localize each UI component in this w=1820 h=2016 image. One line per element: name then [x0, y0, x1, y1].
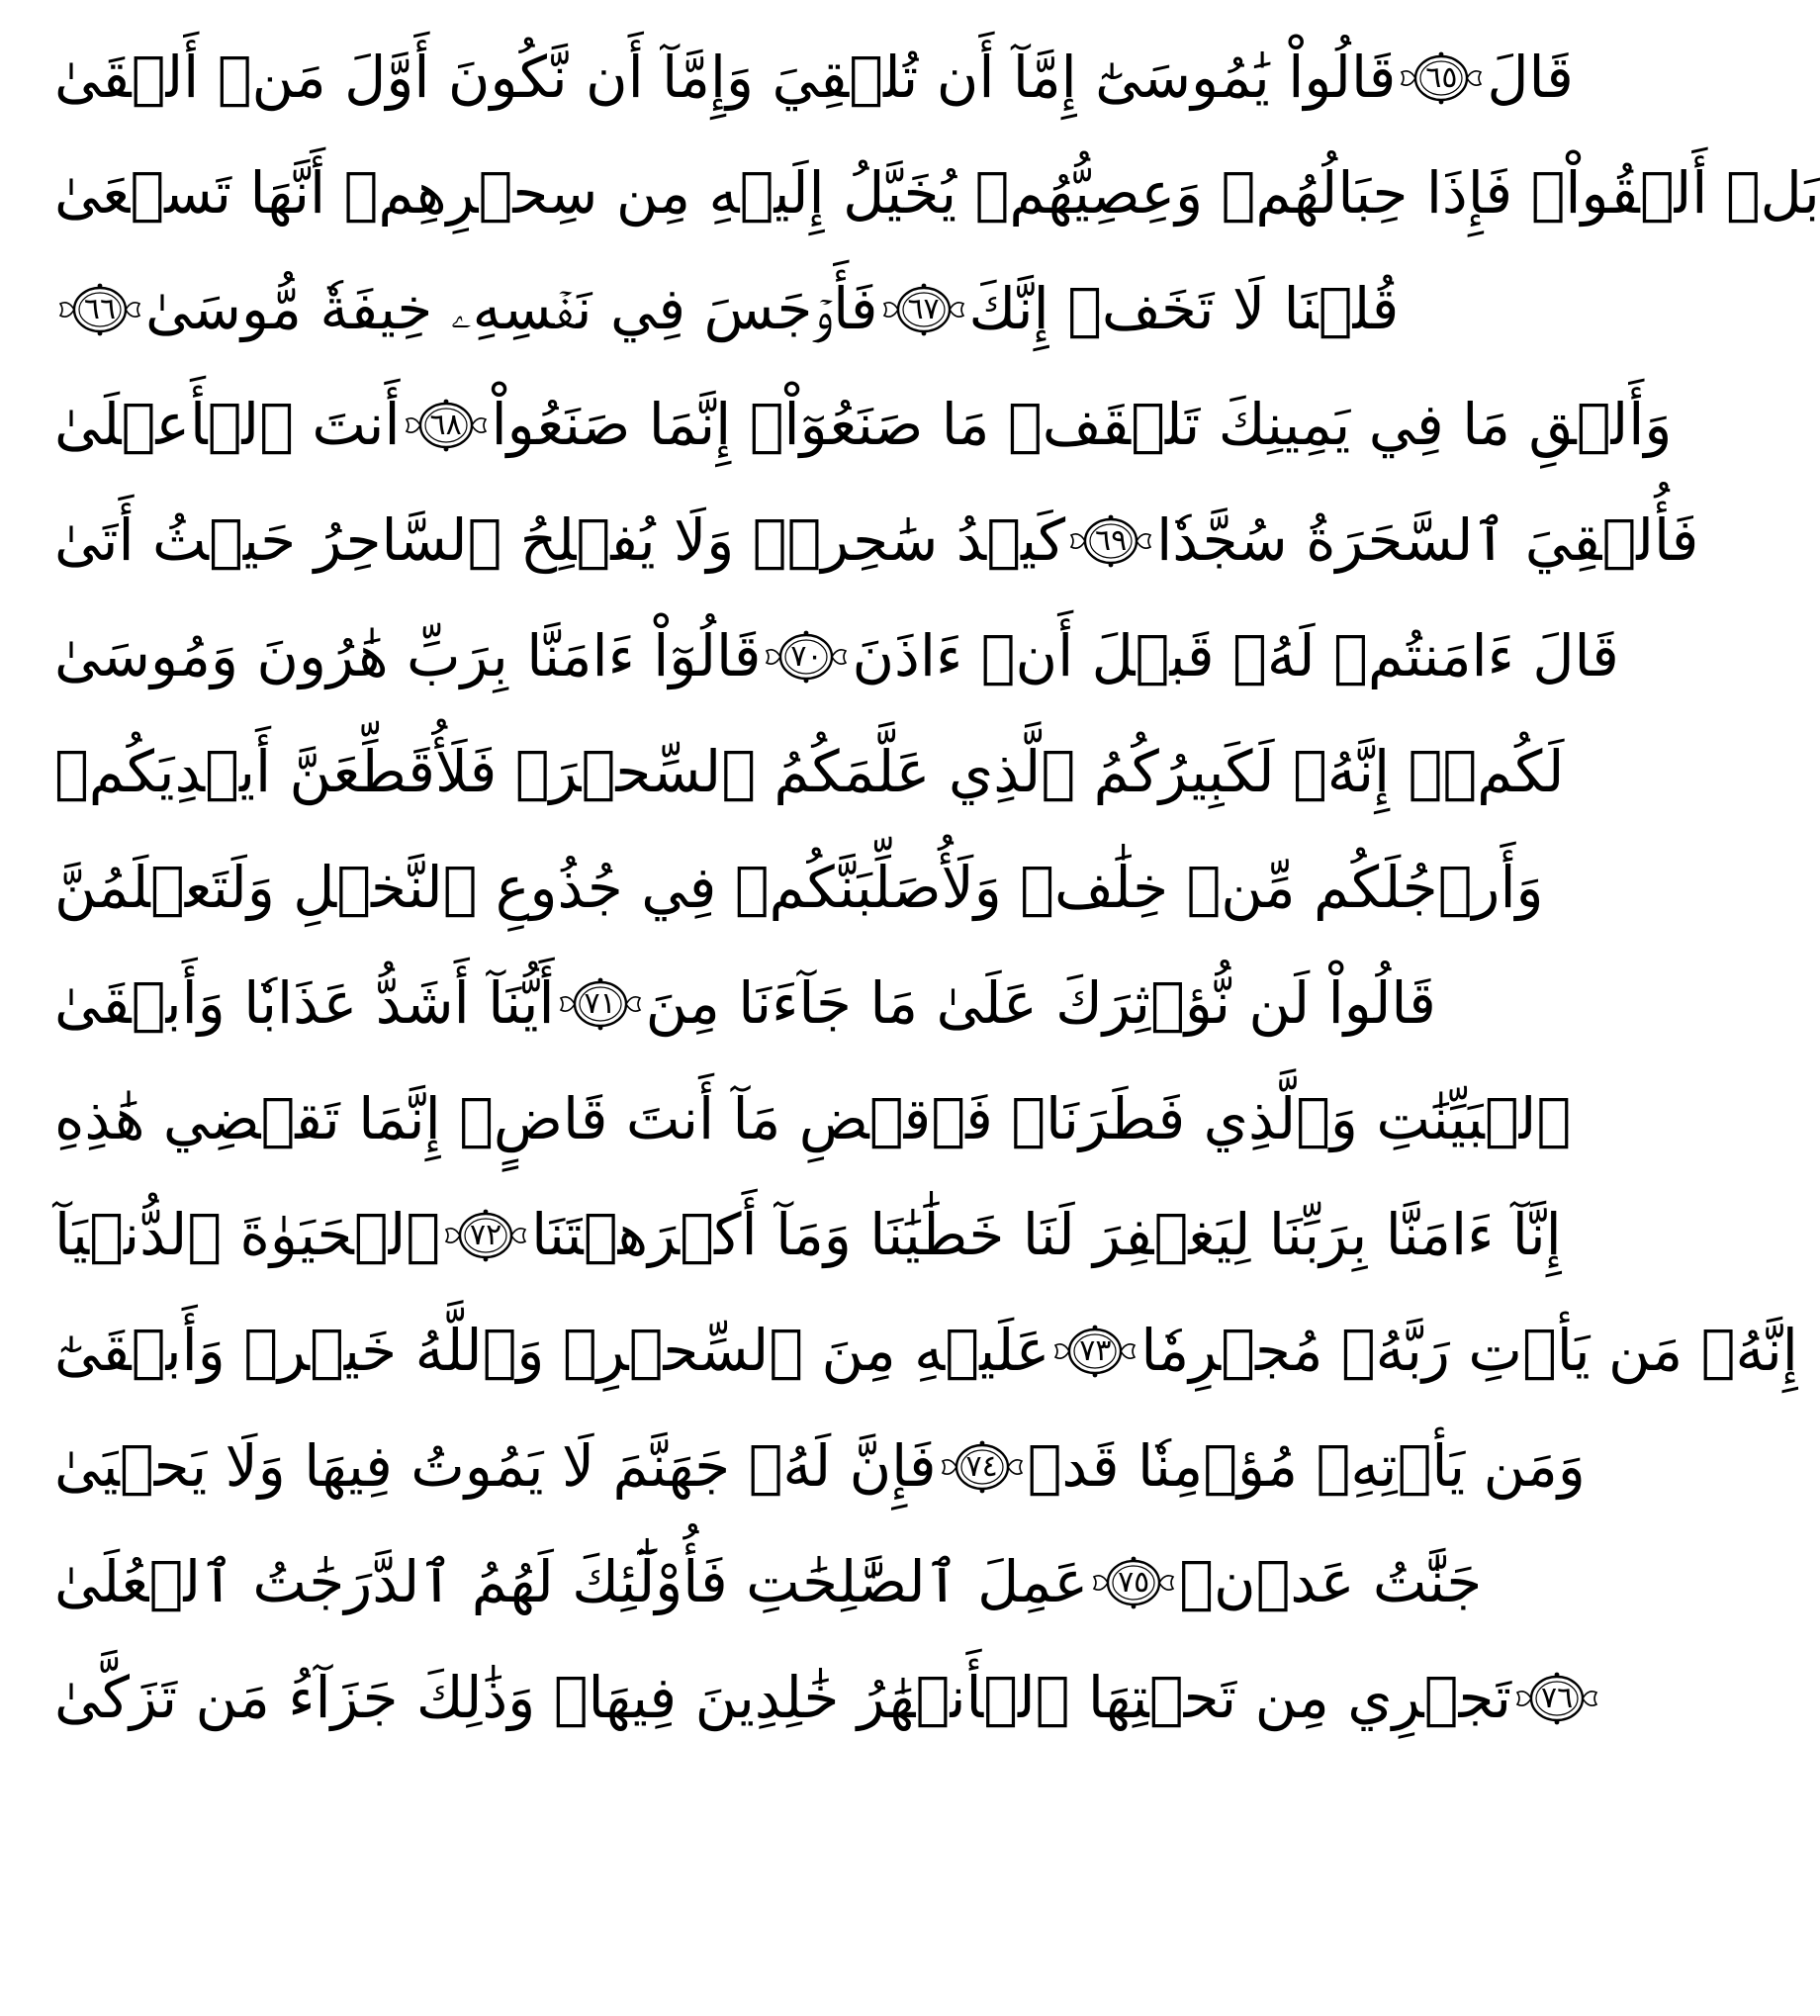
verse-text: قَالَ	[1487, 44, 1574, 111]
ayah-number: ٦٩	[1095, 522, 1128, 558]
text-line	[54, 1177, 1562, 1293]
ayah-number: ٦٥	[1425, 59, 1458, 95]
verse-text: قَالُوٓاْ ءَامَنَّا بِرَبِّ هَٰرُونَ وَمُوسَىٰ	[54, 622, 762, 689]
text-line	[54, 1409, 1586, 1524]
ayah-number-marker	[440, 1204, 531, 1267]
ayah-number: ٧١	[584, 985, 616, 1021]
text-line	[54, 483, 1699, 598]
ayah-number: ٦٧	[907, 291, 940, 326]
verse-text: إِنَّآ ءَامَنَّا بِرَبِّنَا لِيَغۡفِرَ لَنَا خَطَٰيَٰنَا وَمَآ أَكۡرَهۡتَنَا	[531, 1201, 1562, 1268]
ayah-number-marker	[1396, 46, 1487, 110]
text-line	[54, 1640, 1574, 1756]
text-line	[54, 1524, 1483, 1640]
text-line	[54, 1293, 1798, 1409]
text-line	[54, 367, 1673, 483]
verse-text: فَأَوۡجَسَ فِي نَفۡسِهِۦ خِيفَةٗ مُّوسَىٰ	[145, 275, 878, 342]
verse-text: عَمِلَ ٱلصَّٰلِحَٰتِ فَأُوْلَٰٓئِكَ لَهُمُ ٱلدَّرَجَٰتُ ٱلۡعُلَىٰ	[54, 1548, 1089, 1615]
verse-text: قُلۡنَا لَا تَخَفۡ إِنَّكَ	[968, 275, 1400, 342]
ayah-number-marker	[878, 278, 969, 341]
ayah-number-marker	[937, 1435, 1028, 1499]
verse-text: أَيُّنَآ أَشَدُّ عَذَابٗا وَأَبۡقَىٰ	[54, 969, 555, 1037]
verse-text: بَلۡ أَلۡقُواْۖ فَإِذَا حِبَالُهُمۡ وَعِصِيُّهُمۡ يُخَيَّلُ إِلَيۡهِ مِن سِحۡرِهِمۡ أَنَّهَا تَسۡعَىٰ	[54, 159, 1820, 227]
verse-text: ٱلۡحَيَوٰةَ ٱلدُّنۡيَآ	[54, 1201, 441, 1268]
ayah-number-marker	[401, 394, 492, 457]
verse-text: أَنتَ ٱلۡأَعۡلَىٰ	[54, 391, 401, 458]
ayah-number: ٧٢	[469, 1217, 502, 1252]
ayah-number-marker	[1511, 1667, 1602, 1730]
text-line	[54, 830, 1544, 946]
ayah-number-marker	[1049, 1320, 1140, 1383]
ayah-number: ٧٤	[965, 1448, 998, 1484]
text-line	[54, 946, 1436, 1061]
ayah-number-marker	[54, 278, 145, 341]
verse-text: جَنَّٰتُ عَدۡنٖ	[1179, 1548, 1483, 1615]
ayah-number-marker	[1065, 509, 1156, 573]
text-line	[54, 136, 1820, 251]
ayah-number-marker	[1088, 1551, 1179, 1614]
verse-text: إِنَّهُۥ مَن يَأۡتِ رَبَّهُۥ مُجۡرِمٗا	[1140, 1317, 1798, 1384]
text-line	[54, 20, 1574, 136]
ayah-number: ٧٣	[1079, 1332, 1112, 1368]
ayah-number: ٧٠	[790, 638, 823, 674]
text-line	[54, 1061, 1572, 1177]
text-line	[54, 598, 1619, 714]
verse-text: فَأُلۡقِيَ ٱلسَّحَرَةُ سُجَّدٗا	[1156, 506, 1699, 574]
ayah-number-marker	[761, 625, 852, 688]
ayah-number: ٧٥	[1118, 1564, 1150, 1600]
verse-text: فَإِنَّ لَهُۥ جَهَنَّمَ لَا يَمُوتُ فِيهَا وَلَا يَحۡيَىٰ	[54, 1432, 937, 1500]
ayah-number: ٧٦	[1540, 1680, 1574, 1715]
ayah-number-marker	[555, 972, 646, 1036]
text-line	[54, 251, 1400, 367]
verse-text: قَالُواْ يَٰمُوسَىٰٓ إِمَّآ أَن تُلۡقِيَ وَإِمَّآ أَن نَّكُونَ أَوَّلَ مَنۡ أَلۡقَىٰ	[54, 44, 1397, 111]
verse-text: وَمَن يَأۡتِهِۦ مُؤۡمِنٗا قَدۡ	[1027, 1432, 1586, 1500]
verse-text: ٱلۡبَيِّنَٰتِ وَٱلَّذِي فَطَرَنَاۖ فَٱقۡضِ مَآ أَنتَ قَاضٍۖ إِنَّمَا تَقۡضِي هَٰذِهِ	[54, 1085, 1572, 1152]
text-line	[54, 714, 1565, 830]
ayah-number: ٦٦	[83, 291, 117, 326]
verse-text: قَالُواْ لَن نُّؤۡثِرَكَ عَلَىٰ مَا جَآءَنَا مِنَ	[645, 969, 1436, 1037]
ayah-number: ٦٨	[429, 407, 462, 442]
verse-text: كَيۡدُ سَٰحِرٖۖ وَلَا يُفۡلِحُ ٱلسَّاحِرُ حَيۡثُ أَتَىٰ	[54, 506, 1066, 574]
verse-text: عَلَيۡهِ مِنَ ٱلسِّحۡرِۗ وَٱللَّهُ خَيۡرٞ وَأَبۡقَىٰٓ	[54, 1317, 1050, 1384]
verse-text: وَأَلۡقِ مَا فِي يَمِينِكَ تَلۡقَفۡ مَا صَنَعُوٓاْۖ إِنَّمَا صَنَعُواْ	[491, 391, 1673, 458]
verse-text: تَجۡرِي مِن تَحۡتِهَا ٱلۡأَنۡهَٰرُ خَٰلِدِينَ فِيهَاۚ وَذَٰلِكَ جَزَآءُ مَن تَزَكَّىٰ	[54, 1664, 1512, 1731]
mushaf-page	[54, 20, 1820, 1988]
verse-text: وَأَرۡجُلَكُم مِّنۡ خِلَٰفٖ وَلَأُصَلِّبَنَّكُمۡ فِي جُذُوعِ ٱلنَّخۡلِ وَلَتَعۡلَمُنَّ	[54, 854, 1544, 921]
verse-text: قَالَ ءَامَنتُمۡ لَهُۥ قَبۡلَ أَنۡ ءَاذَنَ	[852, 622, 1619, 689]
verse-text: لَكُمۡۖ إِنَّهُۥ لَكَبِيرُكُمُ ٱلَّذِي عَلَّمَكُمُ ٱلسِّحۡرَۖ فَلَأُقَطِّعَنَّ أَيۡدِيَكُمۡ	[54, 738, 1565, 805]
